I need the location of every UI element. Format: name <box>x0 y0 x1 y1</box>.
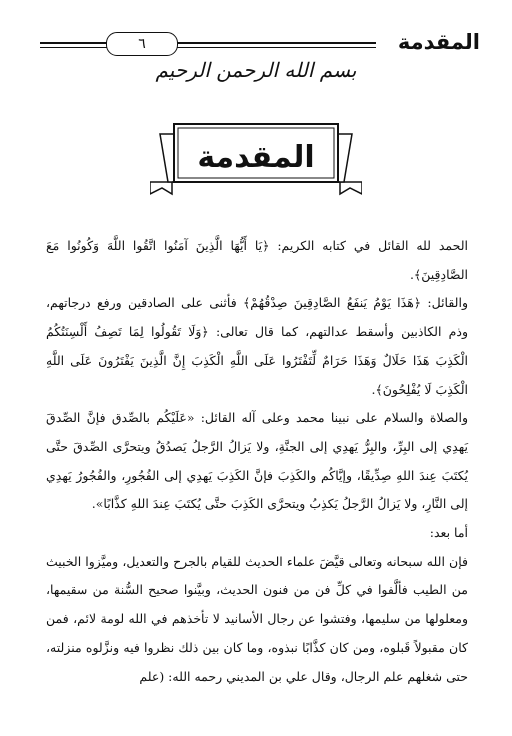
page-number: ٦ <box>106 32 178 56</box>
header-title: المقدمة <box>397 30 480 54</box>
paragraph-1: الحمد لله القائل في كتابه الكريم: ﴿يَا أَيُّهَا الَّذِينَ آمَنُوا اتَّقُوا اللَّهَ وَكُونُوا مَعَ الصَّادِقِينَ﴾. <box>46 238 468 282</box>
chapter-banner <box>150 120 362 198</box>
paragraph-2: والقائل: ﴿هَذَا يَوْمُ يَنفَعُ الصَّادِقِينَ صِدْقُهُمْ﴾ فأثنى على الصادقين ورفع درجاتهم، وذم الكاذبين وأسقط عدالتهم، كما قال تعالى: ﴿وَلَا تَقُولُوا لِمَا تَصِفُ أَلْسِنَتُكُمُ الْكَذِبَ هَذَا حَلَالٌ وَهَذَا حَرَامٌ لِّتَفْتَرُوا عَلَى اللَّهِ الْكَذِبَ إِنَّ الَّذِينَ يَفْتَرُونَ عَلَى اللَّهِ الْكَذِبَ لَا يُفْلِحُونَ﴾. <box>46 295 468 397</box>
chapter-title: المقدمة <box>197 140 315 175</box>
main-text <box>46 232 468 691</box>
paragraph-3: والصلاة والسلام على نبينا محمد وعلى آله القائل: «عَلَيْكُم بالصِّدق فإنَّ الصِّدقَ يَهدِي إلى البِرِّ، والبِرُّ يَهدِي إلى الجنَّةِ، ولا يَزالُ الرَّجلُ يَصدُقُ ويتحرَّى الصِّدقَ حتَّى يُكتَبَ عِندَ اللهِ صِدِّيقًا، وإيَّاكُم والكَذِبَ فإنَّ الكَذِبَ يَهدِي إلى الفُجُورِ، والفُجُورُ يَهدِي إلى النَّارِ، ولا يَزالُ الرَّجلُ يَكذِبُ ويتحرَّى الكَذِبَ حتَّى يُكتَبَ عِندَ اللهِ كذَّابًا». <box>46 410 468 512</box>
basmala: بسم الله الرحمن الرحيم <box>155 58 357 82</box>
paragraph-4: أما بعد: <box>429 525 468 541</box>
header-rule <box>40 42 376 48</box>
paragraph-5: فإن الله سبحانه وتعالى قيَّضَ علماء الحديث للقيام بالجرح والتعديل، وميَّزوا الخبيث من الطيب فألَّفوا في كلِّ فن من فنون الحديث، وبيَّنوا صحيح السُّنة من سقيمها، ومعلولها من سليمها، وفتشوا عن رجال الأسانيد لا تأخذهم في الله لومة لائم، فمن كان مقبولاً قَبلوه، ومن كان كذَّابًا نبذوه، وما كان بين ذلك نظروا فيه ونزَّلوه منزلته، حتى شغلهم علم الرجال، وقال علي بن المديني رحمه الله: (علم <box>46 553 468 684</box>
